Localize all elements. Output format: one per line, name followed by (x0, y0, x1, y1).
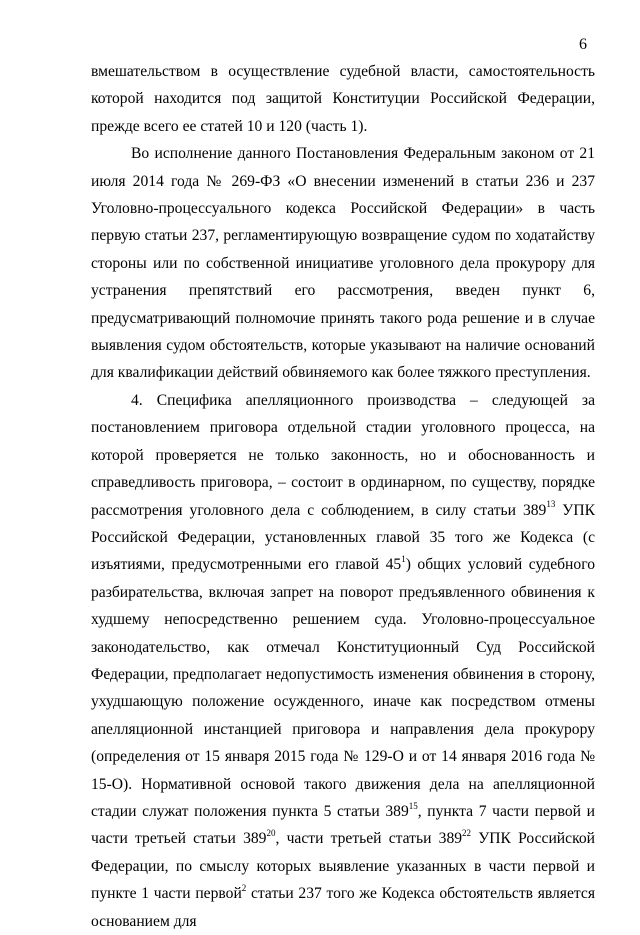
text-run: статьи 237 того же Кодекса обстоятельств является основанием для (91, 885, 595, 930)
superscript: 22 (462, 828, 472, 839)
paragraph (91, 387, 595, 935)
text-run: Во исполнение данного Постановления Федеральным законом от 21 июля 2014 года № 269-ФЗ «О внесении изменений в статьи 236 и 237 Уголовно-процессуального кодекса Российской Федерации» в часть первую статьи 237, регламентирующую возвращение судом по ходатайству стороны или по собственной инициативе уголовного дела прокурору для устранения препятствий его рассмотрения, введен пункт 6, предусматривающий полномочие принять такого рода решение и в случае выявления судом обстоятельств, которые указывают на наличие оснований для квалификации действий обвиняемого как более тяжкого преступления. (91, 145, 595, 382)
text-run: УПК Российской Федерации, установленных главой 35 того же Кодекса (с изъятиями, предусмотренными его главой 45 (91, 501, 595, 574)
text-run: ) общих условий судебного разбирательства, включая запрет на поворот предъявленного обвинения к худшему непосредственно решением суда. Уголовно-процессуальное законодательство, как отмечал Конституционный Суд Российской Федерации, предполагает недопустимость изменения обвинения в сторону, ухудшающую положение осужденного, иначе как посредством отмены апелляционной инстанцией приговора и направления дела прокурору (определения от 15 января 2015 года № 129-О и от 14 января 2016 года № 15-О). Нормативной основой такого движения дела на апелляционной стадии служат положения пункта 5 статьи 389 (91, 556, 595, 820)
superscript: 13 (546, 499, 556, 510)
superscript: 1 (401, 554, 406, 565)
superscript: 20 (266, 828, 276, 839)
superscript: 2 (241, 883, 247, 893)
text-run: вмешательством в осуществление судебной власти, самостоятельность которой находится под защитой Конституции Российской Федерации, прежде всего ее статей 10 и 120 (часть 1). (91, 63, 595, 135)
paragraph (91, 140, 595, 387)
text-run: , части третьей статьи 389 (275, 830, 463, 848)
text-run: , пункта 7 части первой и части третьей статьи 389 (91, 802, 595, 848)
page-number: 6 (579, 36, 587, 53)
document-body (91, 58, 595, 935)
paragraph (91, 58, 595, 140)
text-run: 4. Специфика апелляционного производства – следующей за постановлением приговора отдельной стадии уголовного процесса, на которой проверяется не только законность, но и обоснованность и справедливость приговора, – состоит в ординарном, по существу, порядке рассмотрения уголовного дела с соблюдением, в силу статьи 389 (91, 391, 595, 519)
superscript: 15 (408, 800, 418, 811)
text-run: УПК Российской Федерации, по смыслу которых выявление указанных в части первой и пункте 1 части первой (91, 830, 595, 903)
